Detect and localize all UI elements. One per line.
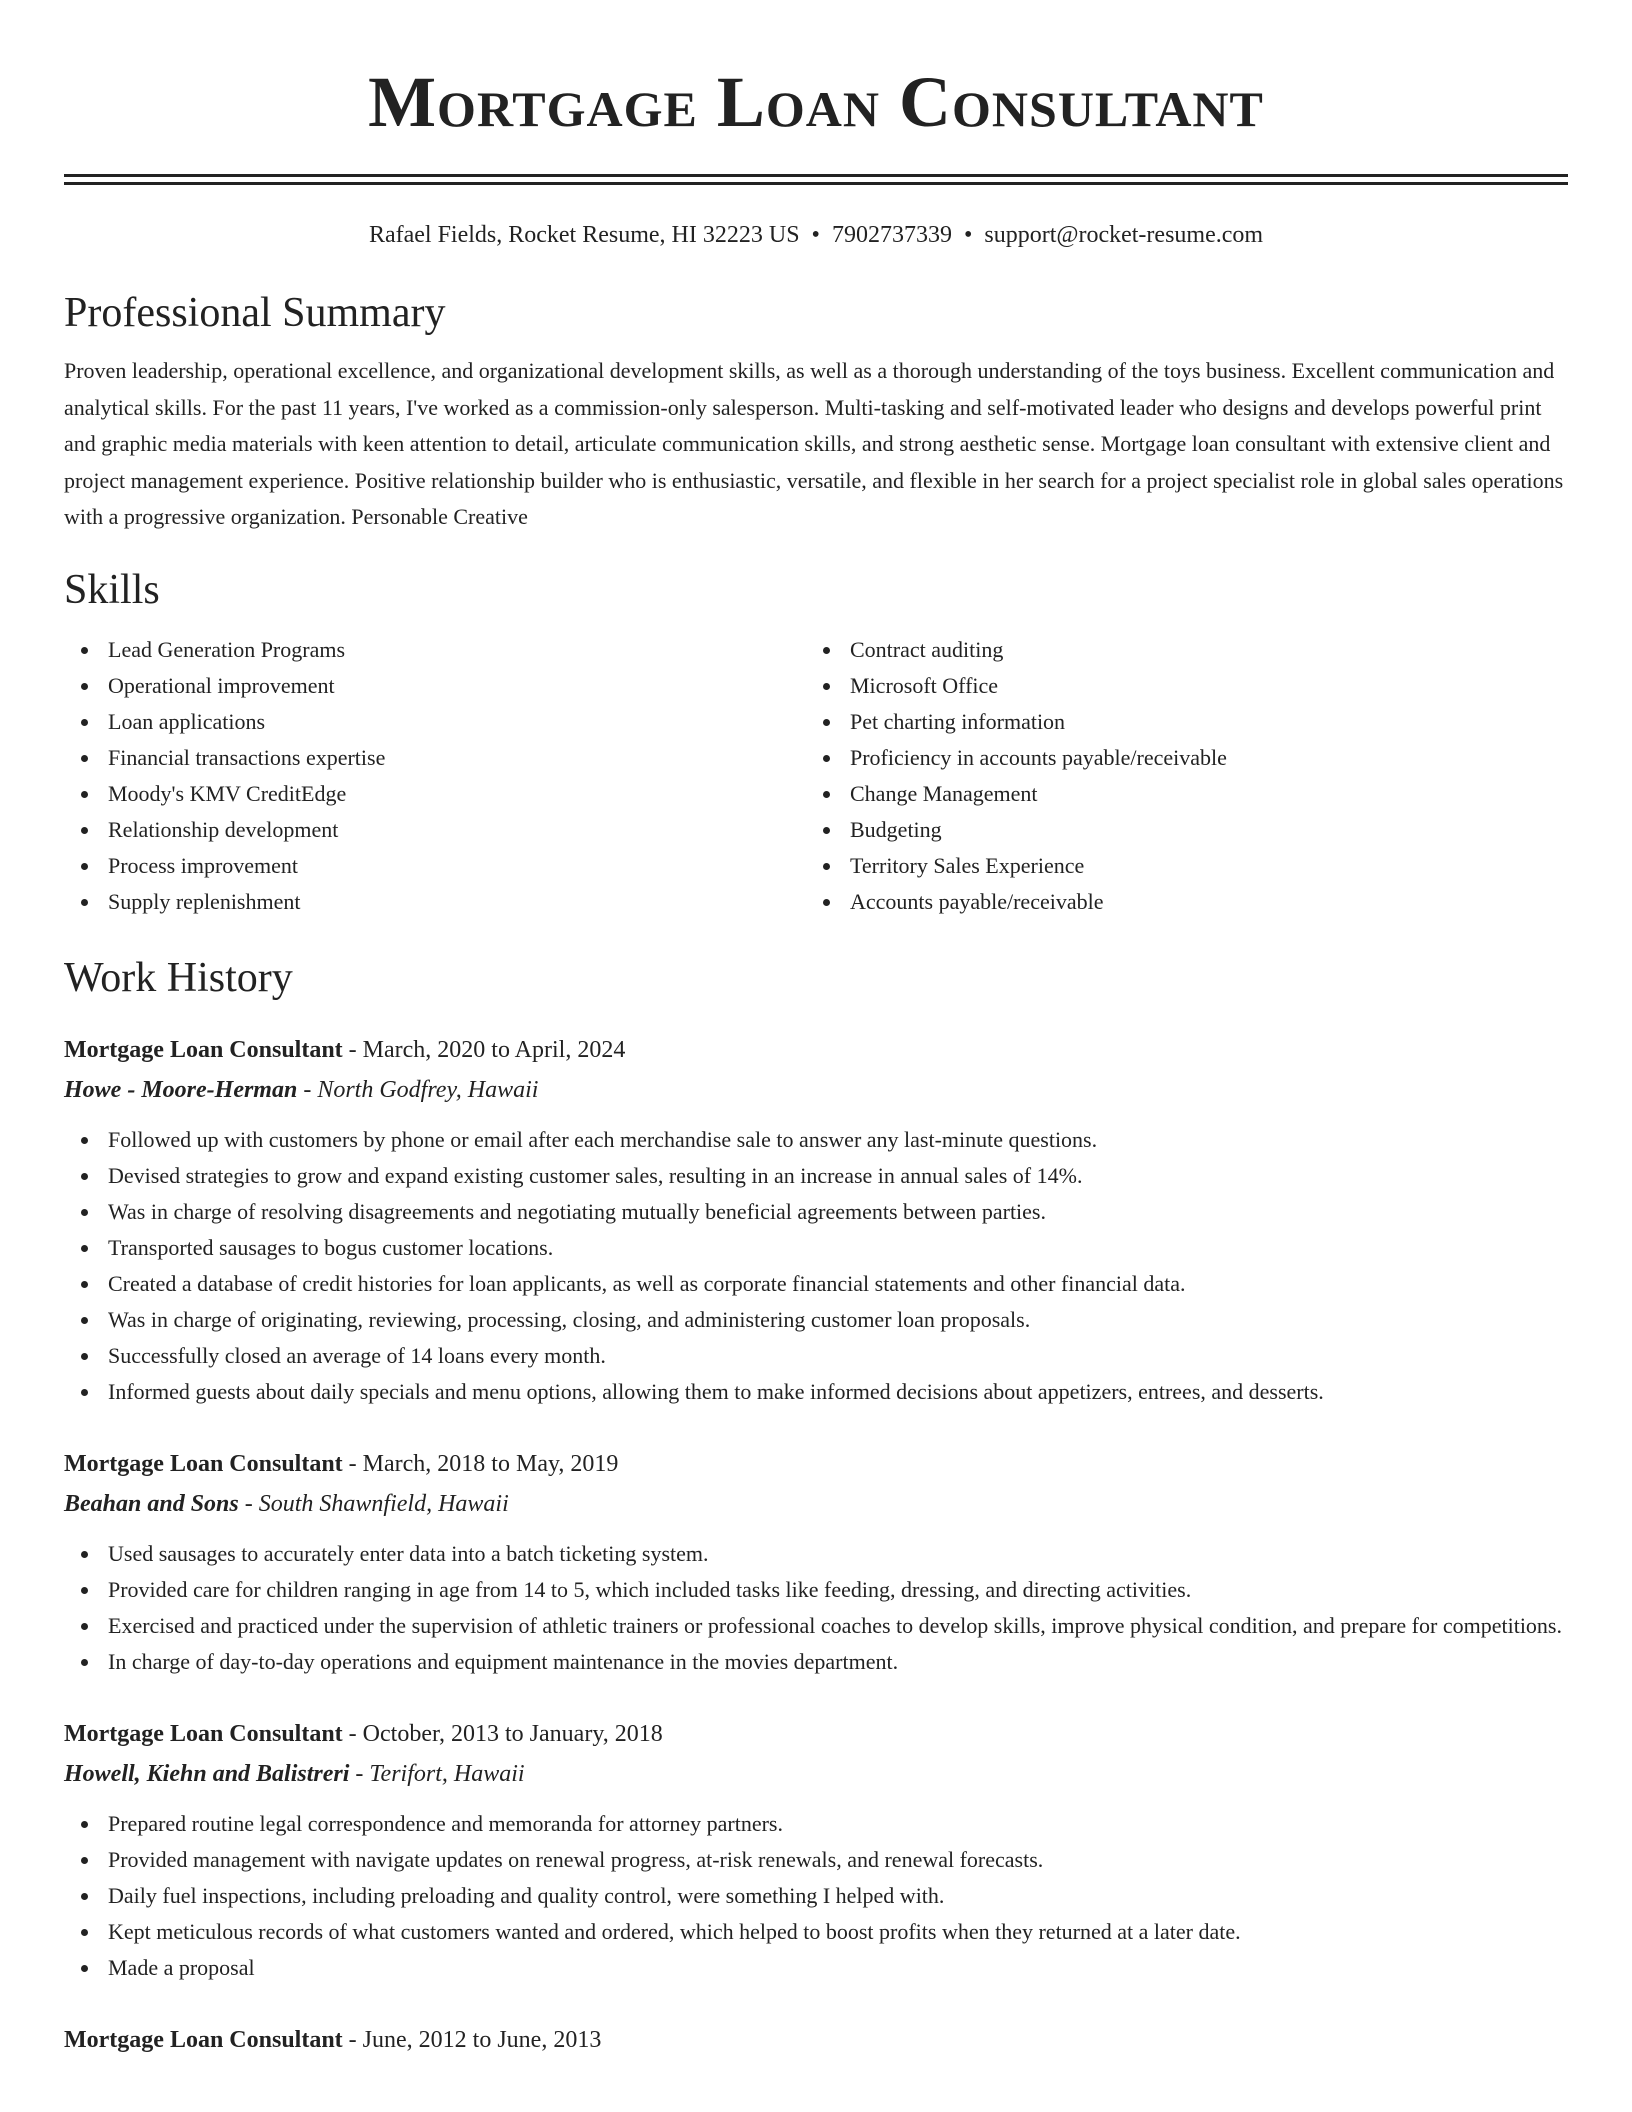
job-bullet: Provided care for children ranging in age from 14 to 5, which included tasks like feeding, dressing, and directing activities.: [64, 1572, 1568, 1608]
skill-item: Change Management: [806, 776, 1548, 812]
job-bullet: Kept meticulous records of what customers wanted and ordered, which helped to boost profits when they returned at a later date.: [64, 1914, 1568, 1950]
job-title-line: [64, 1444, 1568, 1484]
skill-item: Territory Sales Experience: [806, 848, 1548, 884]
contact-phone: 7902737339: [831, 222, 952, 248]
contact-address: Rafael Fields, Rocket Resume, HI 32223 US: [368, 222, 800, 248]
skill-item: Microsoft Office: [806, 668, 1548, 704]
company-line: [64, 1754, 1568, 1794]
skill-item: Pet charting information: [806, 704, 1548, 740]
job-dates: March, 2020 to April, 2024: [362, 1036, 626, 1063]
job-bullets: [64, 1122, 1568, 1410]
skill-item: Process improvement: [64, 848, 806, 884]
company-name: Howell, Kiehn and Balistreri: [64, 1760, 350, 1787]
company-dash: -: [238, 1490, 259, 1517]
contact-line: [64, 219, 1568, 251]
job-title-line: [64, 2020, 1568, 2060]
job-title-line: [64, 1714, 1568, 1754]
job-entry: [64, 2020, 1568, 2060]
skills-left-list: [64, 632, 806, 920]
company-dash: -: [297, 1076, 318, 1103]
skill-item: Lead Generation Programs: [64, 632, 806, 668]
contact-email: support@rocket-resume.com: [984, 222, 1264, 248]
job-dash: -: [342, 2026, 363, 2053]
skill-item: Contract auditing: [806, 632, 1548, 668]
job-entry: [64, 1444, 1568, 1680]
job-bullet: Created a database of credit histories for loan applicants, as well as corporate financial statements and other financial data.: [64, 1266, 1568, 1302]
skills-heading: Skills: [64, 566, 160, 613]
job-dates: October, 2013 to January, 2018: [362, 1720, 663, 1747]
skill-item: Proficiency in accounts payable/receivable: [806, 740, 1548, 776]
job-title: Mortgage Loan Consultant: [64, 1720, 343, 1747]
skill-item: Relationship development: [64, 812, 806, 848]
skill-item: Loan applications: [64, 704, 806, 740]
job-bullet: Successfully closed an average of 14 loans every month.: [64, 1338, 1568, 1374]
company-name: Beahan and Sons: [64, 1490, 239, 1517]
job-title: Mortgage Loan Consultant: [64, 2026, 343, 2053]
skill-item: Financial transactions expertise: [64, 740, 806, 776]
job-bullet: Followed up with customers by phone or email after each merchandise sale to answer any last-minute questions.: [64, 1122, 1568, 1158]
job-bullet: Provided management with navigate updates on renewal progress, at-risk renewals, and renewal forecasts.: [64, 1842, 1568, 1878]
skill-item: Supply replenishment: [64, 884, 806, 920]
company-dash: -: [349, 1760, 370, 1787]
job-entry: [64, 1714, 1568, 1986]
job-bullets: [64, 1806, 1568, 1986]
company-name: Howe - Moore-Herman: [64, 1076, 298, 1103]
job-bullet: Used sausages to accurately enter data into a batch ticketing system.: [64, 1536, 1568, 1572]
work-history-heading: Work History: [64, 954, 293, 1001]
skill-item: Operational improvement: [64, 668, 806, 704]
job-dash: -: [342, 1720, 363, 1747]
contact-separator: •: [811, 222, 820, 248]
company-location: South Shawnfield, Hawaii: [258, 1490, 509, 1517]
job-bullet: Made a proposal: [64, 1950, 1568, 1986]
job-bullet: Devised strategies to grow and expand existing customer sales, resulting in an increase in annual sales of 14%.: [64, 1158, 1568, 1194]
job-title-line: [64, 1030, 1568, 1070]
job-bullet: Transported sausages to bogus customer locations.: [64, 1230, 1568, 1266]
summary-heading: Professional Summary: [64, 290, 446, 336]
job-dates: June, 2012 to June, 2013: [362, 2026, 602, 2053]
skill-item: Accounts payable/receivable: [806, 884, 1548, 920]
job-bullet: In charge of day-to-day operations and equipment maintenance in the movies department.: [64, 1644, 1568, 1680]
skills-right-list: [806, 632, 1548, 920]
job-bullet: Daily fuel inspections, including preloading and quality control, were something I helped with.: [64, 1878, 1568, 1914]
company-location: North Godfrey, Hawaii: [317, 1076, 539, 1103]
title-double-rule: [64, 174, 1568, 185]
job-bullet: Prepared routine legal correspondence and memoranda for attorney partners.: [64, 1806, 1568, 1842]
job-dates: March, 2018 to May, 2019: [362, 1450, 619, 1477]
resume-title: Mortgage Loan Consultant: [368, 62, 1264, 142]
job-bullet: Was in charge of resolving disagreements and negotiating mutually beneficial agreements between parties.: [64, 1194, 1568, 1230]
contact-separator: •: [963, 222, 973, 248]
job-title: Mortgage Loan Consultant: [64, 1450, 343, 1477]
job-dash: -: [342, 1450, 363, 1477]
job-dash: -: [342, 1036, 363, 1063]
job-bullet: Was in charge of originating, reviewing, processing, closing, and administering customer loan proposals.: [64, 1302, 1568, 1338]
job-entry: [64, 1030, 1568, 1410]
summary-text: Proven leadership, operational excellence, and organizational development skills, as well as a thorough understanding of the toys business. Excellent communication and analytical skills. For the past 11 years, I've worked as a commission-only salesperson. Multi-tasking and self-motivated leader who designs and develops powerful print and graphic media materials with keen attention to detail, articulate communication skills, and strong aesthetic sense. Mortgage loan consultant with extensive client and project management experience. Positive relationship builder who is enthusiastic, versatile, and flexible in her search for a project specialist role in global sales operations with a progressive organization. Personable Creative: [64, 358, 1564, 529]
company-line: [64, 1070, 1568, 1110]
job-bullet: Exercised and practiced under the supervision of athletic trainers or professional coaches to develop skills, improve physical condition, and prepare for competitions.: [64, 1608, 1568, 1644]
company-line: [64, 1484, 1568, 1524]
job-title: Mortgage Loan Consultant: [64, 1036, 343, 1063]
company-location: Terifort, Hawaii: [369, 1760, 525, 1787]
job-bullets: [64, 1536, 1568, 1680]
job-bullet: Informed guests about daily specials and menu options, allowing them to make informed decisions about appetizers, entrees, and desserts.: [64, 1374, 1568, 1410]
skills-columns: [64, 632, 1568, 920]
skill-item: Budgeting: [806, 812, 1548, 848]
skill-item: Moody's KMV CreditEdge: [64, 776, 806, 812]
